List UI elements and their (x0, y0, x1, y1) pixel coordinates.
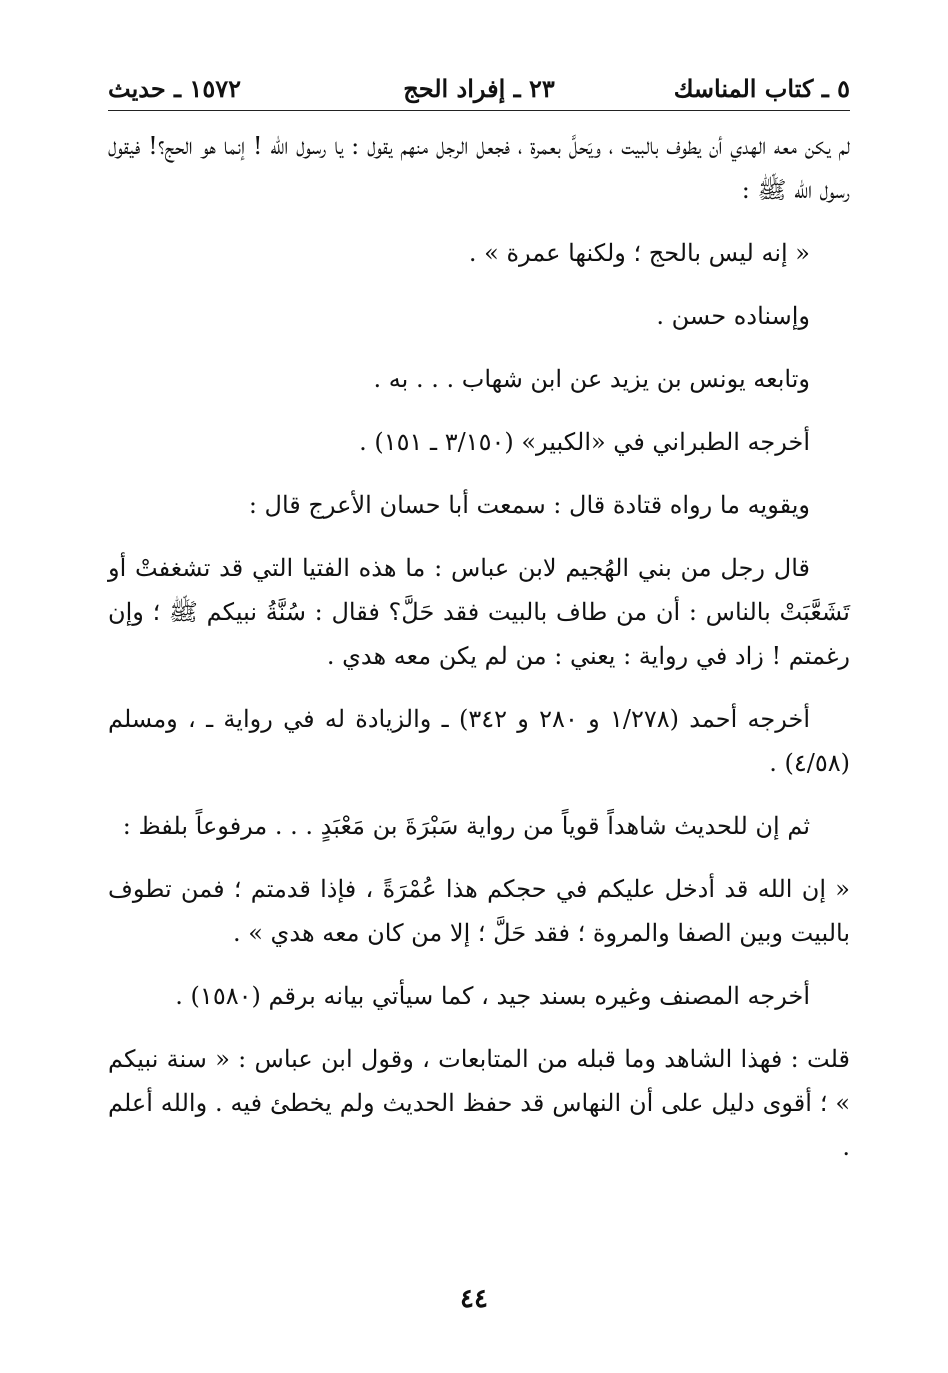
paragraph-mutabaa: وتابعه يونس بن يزيد عن ابن شهاب . . . به . (373, 365, 810, 393)
header-hadith-number: ١٥٧٢ ـ حديث (108, 74, 241, 103)
paragraph-ibn-abbas: قال رجل من بني الهُجيم لابن عباس : ما هذه الفتيا التي قد تشغفتْ أو تَشَعَّبَتْ بالناس : أن من طاف بالبيت فقد حَلَّ؟ فقال : سُنَّةُ نبيكم ﷺ ؛ وإن رغمتم ! زاد في رواية : يعني : من لم يكن معه هدي . (108, 554, 850, 670)
paragraph-hadith-text: « إن الله قد أدخل عليكم في حجكم هذا عُمْرَةً ، فإذا قدمتم ؛ فمن تطوف بالبيت وبين الصفا والمروة ؛ فقد حَلَّ ؛ إلا من كان معه هدي » . (108, 875, 850, 947)
paragraph-takhrij-tabarani: أخرجه الطبراني في «الكبير» (٣/١٥٠ ـ ١٥١) . (359, 428, 810, 456)
paragraph-shahid: ثم إن للحديث شاهداً قوياً من رواية سَبْرَةَ بن مَعْبَدٍ . . . مرفوعاً بلفظ : (122, 812, 810, 840)
paragraph-continuation: لم يكن معه الهدي أن يطوف بالبيت ، ويَحلَّ بعمرة ، فجعل الرجل منهم يقول : يا رسول الله ! إنما هو الحج؟! فيقول رسول الله ﷺ : (108, 132, 850, 204)
paragraph-isnad: وإسناده حسن . (656, 302, 810, 330)
paragraph-takhrij-musannif: أخرجه المصنف وغيره بسند جيد ، كما سيأتي بيانه برقم (١٥٨٠) . (175, 982, 810, 1010)
paragraph-conclusion: قلت : فهذا الشاهد وما قبله من المتابعات ، وقول ابن عباس : « سنة نبيكم » ؛ أقوى دليل على أن النهاس قد حفظ الحديث ولم يخطئ فيه . والله أعلم . (108, 1045, 850, 1161)
paragraph-takhrij-ahmad: أخرجه أحمد (١/٢٧٨ و ٢٨٠ و ٣٤٢) ـ والزيادة له في رواية ـ ، ومسلم (٤/٥٨) . (108, 705, 850, 777)
header-section: ٢٣ ـ إفراد الحج (403, 74, 555, 103)
page-body (108, 124, 850, 1188)
header-rule (108, 110, 850, 111)
header-chapter: ٥ ـ كتاب المناسك (673, 74, 850, 103)
running-header (108, 70, 850, 110)
paragraph-quote: « إنه ليس بالحج ؛ ولكنها عمرة » . (468, 239, 810, 267)
page-number: ٤٤ (460, 1284, 488, 1314)
paragraph-qatada: ويقويه ما رواه قتادة قال : سمعت أبا حسان الأعرج قال : (248, 491, 810, 519)
